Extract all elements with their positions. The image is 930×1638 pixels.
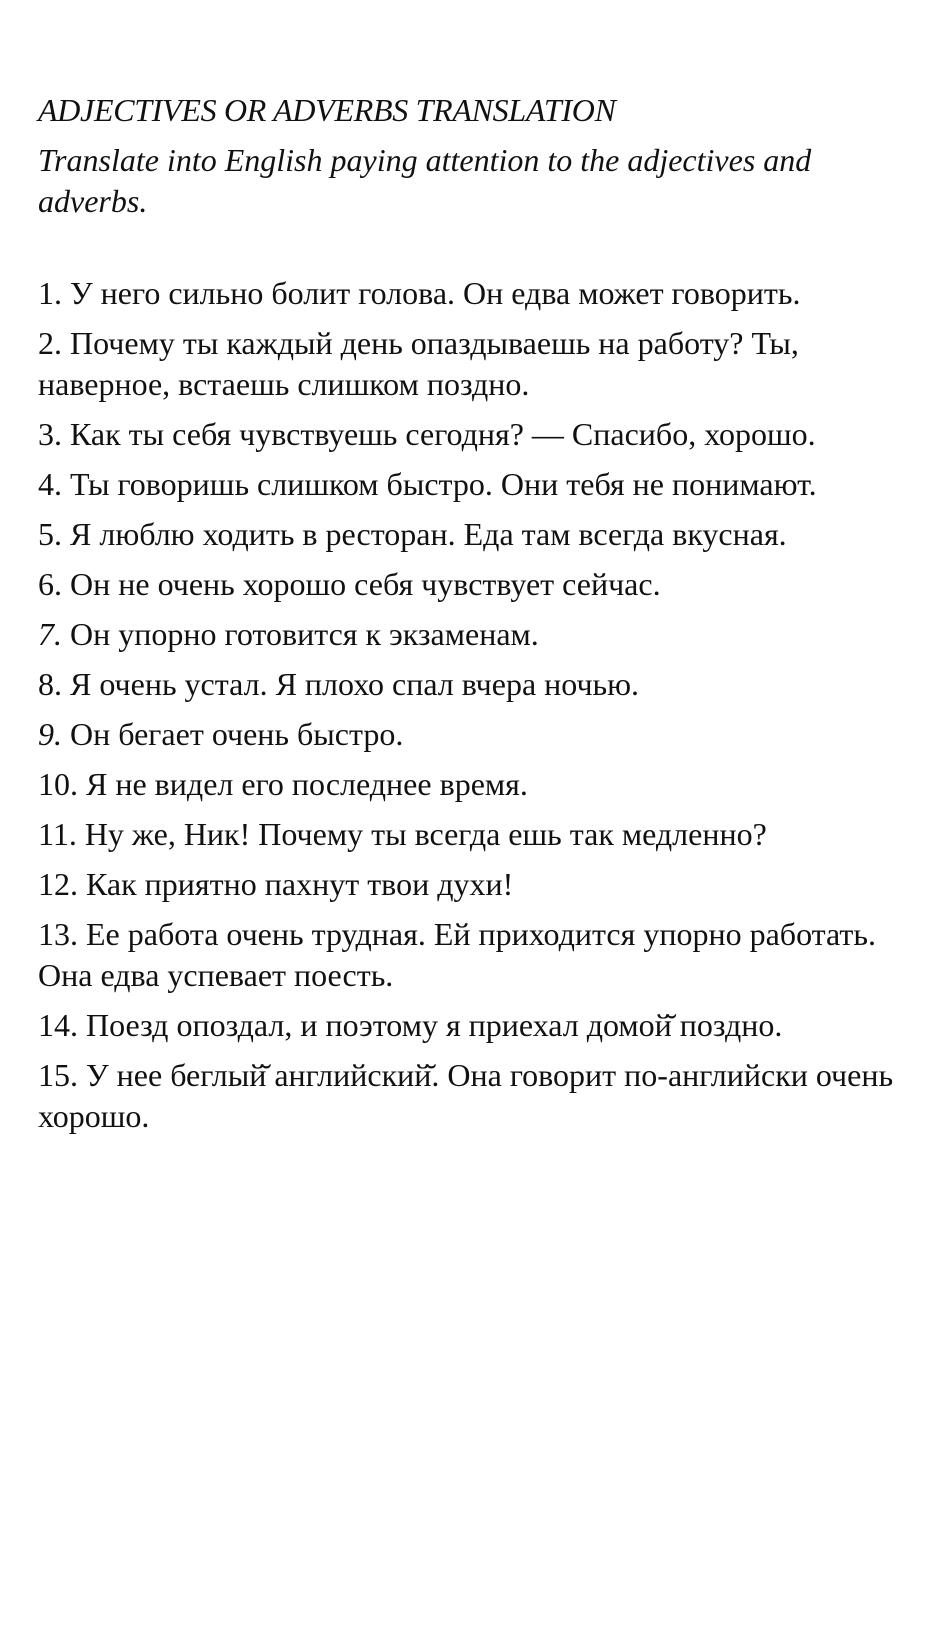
document-page	[38, 90, 908, 1146]
item-text: Я не видел его последнее время.	[86, 766, 528, 802]
item-text: Ну же, Ник! Почему ты всегда ешь так медленно?	[84, 816, 767, 852]
sentence-item	[38, 764, 913, 805]
sentence-item	[38, 564, 913, 605]
item-text: Ее работа очень трудная. Ей приходится упорно работать. Она едва успевает поесть.	[38, 916, 876, 993]
sentence-item	[38, 664, 913, 705]
item-number: 11.	[38, 816, 77, 852]
item-number: 3.	[38, 416, 62, 452]
item-number: 7.	[38, 616, 62, 652]
item-text: Я люблю ходить в ресторан. Еда там всегда вкусная.	[70, 516, 787, 552]
sentence-item	[38, 514, 913, 555]
sentence-item	[38, 273, 913, 314]
item-text: Он не очень хорошо себя чувствует сейчас.	[70, 566, 661, 602]
item-number: 15.	[38, 1057, 78, 1093]
item-text: Он упорно готовится к экзаменам.	[70, 616, 539, 652]
item-number: 9.	[38, 716, 62, 752]
item-text: Ты говоришь слишком быстро. Они тебя не понимают.	[70, 466, 817, 502]
sentence-item	[38, 323, 913, 405]
item-number: 6.	[38, 566, 62, 602]
item-number: 10.	[38, 766, 78, 802]
exercise-heading: ADJECTIVES OR ADVERBS TRANSLATION	[38, 92, 616, 128]
item-number: 4.	[38, 466, 62, 502]
item-number: 12.	[38, 866, 78, 902]
item-number: 2.	[38, 325, 62, 361]
sentence-item	[38, 714, 913, 755]
item-text: У нее беглый̆ английский̆. Она говорит по-английски очень хорошо.	[38, 1057, 894, 1134]
sentence-item	[38, 1055, 913, 1137]
item-number: 8.	[38, 666, 62, 702]
item-number: 1.	[38, 275, 62, 311]
item-text: Поезд опоздал, и поэтому я приехал домой̆ поздно.	[86, 1007, 783, 1043]
item-number: 14.	[38, 1007, 78, 1043]
sentence-item	[38, 914, 913, 996]
item-text: Как приятно пахнут твои духи!	[86, 866, 514, 902]
sentence-item	[38, 1005, 913, 1046]
item-text: Как ты себя чувствуешь сегодня? — Спасибо, хорошо.	[70, 416, 816, 452]
sentence-item	[38, 814, 913, 855]
sentence-item	[38, 464, 913, 505]
sentence-item	[38, 414, 913, 455]
item-number: 13.	[38, 916, 78, 952]
item-number: 5.	[38, 516, 62, 552]
item-text: Он бегает очень быстро.	[70, 716, 404, 752]
sentence-list	[38, 273, 908, 1137]
item-text: Я очень устал. Я плохо спал вчера ночью.	[70, 666, 640, 702]
item-text: Почему ты каждый день опаздываешь на работу? Ты, наверное, встаешь слишком поздно.	[38, 325, 799, 402]
exercise-instruction: Translate into English paying attention to the adjectives and adverbs.	[38, 142, 812, 219]
sentence-item	[38, 864, 913, 905]
item-text: У него сильно болит голова. Он едва может говорить.	[70, 275, 801, 311]
sentence-item	[38, 614, 913, 655]
